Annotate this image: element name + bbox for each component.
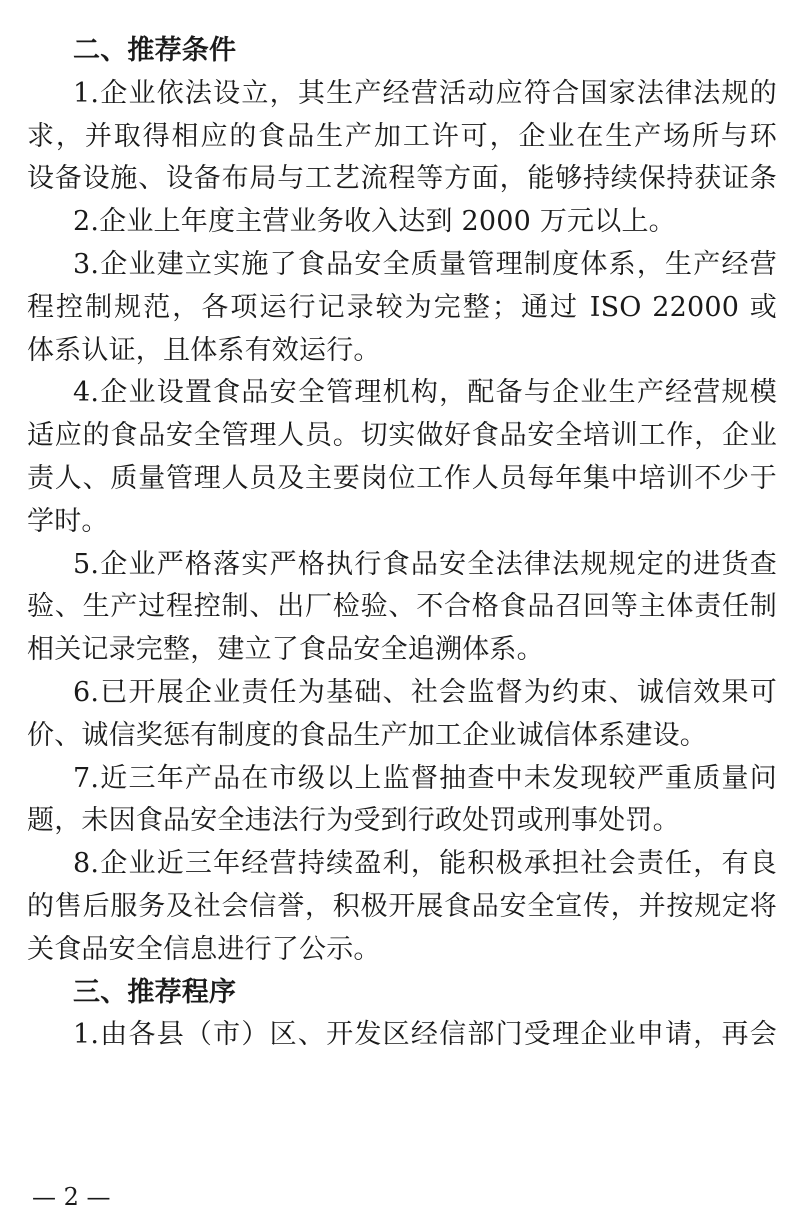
text-line: 体系认证，且体系有效运行。 xyxy=(27,334,381,366)
text-line: 8.企业近三年经营持续盈利，能积极承担社会责任，有良 xyxy=(73,848,777,880)
text-line: 相关记录完整，建立了食品安全追溯体系。 xyxy=(27,634,544,666)
text-line: 关食品安全信息进行了公示。 xyxy=(27,933,381,965)
text-line: 责人、质量管理人员及主要岗位工作人员每年集中培训不少于 xyxy=(27,462,777,494)
text-line: 程控制规范，各项运行记录较为完整；通过 ISO 22000 或 xyxy=(27,291,777,323)
section-heading: 三、推荐程序 xyxy=(73,976,237,1008)
section-heading: 二、推荐条件 xyxy=(73,35,237,66)
text-line: 求，并取得相应的食品生产加工许可，企业在生产场所与环 xyxy=(27,120,777,152)
text-line: 学时。 xyxy=(27,505,109,537)
page-number: — 2 — xyxy=(32,1183,111,1211)
text-line: 验、生产过程控制、出厂检验、不合格食品召回等主体责任制 xyxy=(27,591,777,623)
text-line: 设备设施、设备布局与工艺流程等方面，能够持续保持获证条 xyxy=(27,163,777,195)
text-line: 的售后服务及社会信誉，积极开展食品安全宣传，并按规定将 xyxy=(27,890,777,922)
text-line: 适应的食品安全管理人员。切实做好食品安全培训工作，企业 xyxy=(27,420,777,452)
text-line: 5.企业严格落实严格执行食品安全法律法规规定的进货查 xyxy=(73,548,777,580)
text-line: 4.企业设置食品安全管理机构，配备与企业生产经营规模 xyxy=(73,377,777,409)
text-line: 题，未因食品安全违法行为受到行政处罚或刑事处罚。 xyxy=(27,805,680,837)
text-line: 3.企业建立实施了食品安全质量管理制度体系，生产经营 xyxy=(73,248,777,280)
text-line: 1.企业依法设立，其生产经营活动应符合国家法律法规的 xyxy=(73,77,777,109)
document-body xyxy=(27,30,777,1057)
text-line: 价、诚信奖惩有制度的食品生产加工企业诚信体系建设。 xyxy=(27,719,707,751)
text-line: 1.由各县（市）区、开发区经信部门受理企业申请，再会 xyxy=(73,1019,777,1051)
text-line: 2.企业上年度主营业务收入达到 2000 万元以上。 xyxy=(73,206,676,238)
text-line: 6.已开展企业责任为基础、社会监督为约束、诚信效果可 xyxy=(73,676,777,708)
text-line: 7.近三年产品在市级以上监督抽查中未发现较严重质量问 xyxy=(73,762,777,794)
